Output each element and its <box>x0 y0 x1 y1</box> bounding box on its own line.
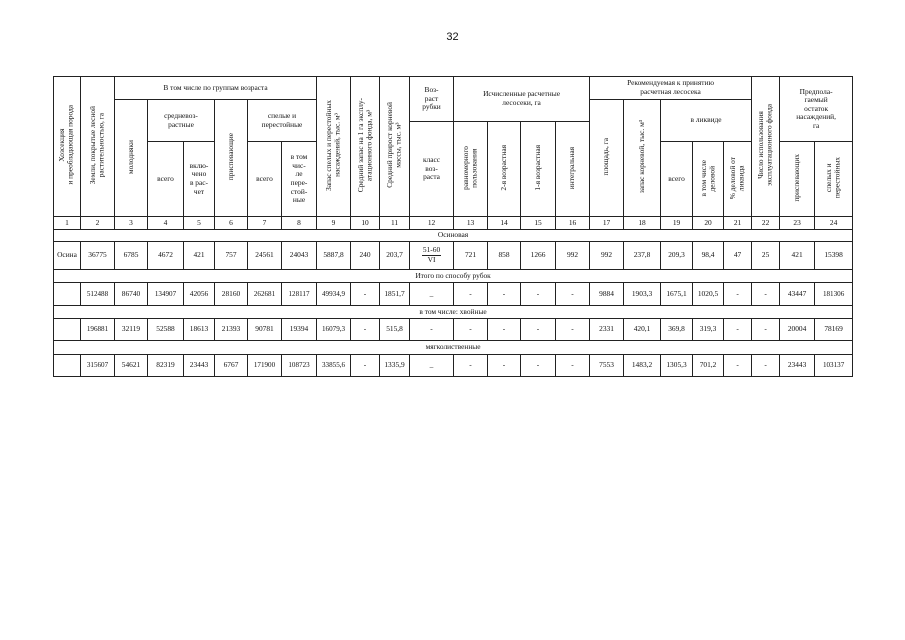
table-cell: 181306 <box>815 283 853 306</box>
table-cell: 5887,8 <box>317 242 351 270</box>
column-number: 16 <box>556 217 590 230</box>
col-header-16: интегральная <box>556 122 590 217</box>
table-cell: 15398 <box>815 242 853 270</box>
table-cell: 128117 <box>282 283 317 306</box>
table-cell: - <box>488 355 521 377</box>
table-cell: 315607 <box>81 355 115 377</box>
table-cell: 209,3 <box>661 242 693 270</box>
table-cell: 1335,9 <box>380 355 410 377</box>
col-header-15: 1-я возрастная <box>521 122 556 217</box>
age-group-header: В том числе по группам возраста <box>115 77 317 100</box>
table-cell: 52588 <box>148 319 184 341</box>
page-number: 32 <box>446 31 459 43</box>
table-cell: _ <box>410 355 454 377</box>
table-cell: - <box>454 283 488 306</box>
table-cell: 171900 <box>248 355 282 377</box>
column-number: 22 <box>752 217 780 230</box>
col-header-9: Запас спелых и перестойных насаждений, тыс. м³ <box>317 77 351 217</box>
table-cell: - <box>752 355 780 377</box>
table-cell: 19394 <box>282 319 317 341</box>
col-header-10: Средний запас на 1 га эксплу- атационного фонда, м³ <box>351 77 380 217</box>
col-header-11: Средний прирост корневой массы, тыс. м³ <box>380 77 410 217</box>
table-cell: 86740 <box>115 283 148 306</box>
table-cell: 421 <box>780 242 815 270</box>
forest-harvest-table <box>53 76 853 377</box>
table-cell: 1305,3 <box>661 355 693 377</box>
col-header-14: 2-я возрастная <box>488 122 521 217</box>
table-cell: 9884 <box>590 283 624 306</box>
table-cell: 42056 <box>184 283 215 306</box>
table-cell: 24561 <box>248 242 282 270</box>
col-header-23: приспевающих <box>780 142 815 217</box>
column-number: 24 <box>815 217 853 230</box>
table-cell: 20004 <box>780 319 815 341</box>
table-cell: 134907 <box>148 283 184 306</box>
column-number: 6 <box>215 217 248 230</box>
data-row <box>54 242 853 270</box>
table-cell: 4672 <box>148 242 184 270</box>
column-number: 1 <box>54 217 81 230</box>
rec-group-header: Рекомендуемая к принятию расчетная лесосека <box>590 77 752 100</box>
table-cell: 6767 <box>215 355 248 377</box>
liquid-group-header: в ликвиде <box>661 100 752 142</box>
table-cell: _ <box>410 283 454 306</box>
fraction-bottom: VI <box>427 255 436 264</box>
table-cell: 98,4 <box>693 242 724 270</box>
section-label: мягколиственные <box>54 341 853 355</box>
table-cell: 421 <box>184 242 215 270</box>
table-cell: - <box>521 355 556 377</box>
column-number: 12 <box>410 217 454 230</box>
fraction <box>422 246 441 264</box>
col-header-2: Земли, покрытые лесной растительностью, га <box>81 77 115 217</box>
table-cell: - <box>724 355 752 377</box>
table-cell: 1851,7 <box>380 283 410 306</box>
col-header-5: вклю- чено в рас- чет <box>184 142 215 217</box>
table-cell: 24043 <box>282 242 317 270</box>
table-cell: 49934,9 <box>317 283 351 306</box>
table-cell: 23443 <box>780 355 815 377</box>
section-label: в том числе: хвойные <box>54 306 853 319</box>
table-cell: 512488 <box>81 283 115 306</box>
column-number: 7 <box>248 217 282 230</box>
col-header-4: всего <box>148 142 184 217</box>
table-cell: 90781 <box>248 319 282 341</box>
table-cell: - <box>752 319 780 341</box>
table-cell: 1483,2 <box>624 355 661 377</box>
remainder-group-header: Предпола- гаемый остаток насаждений, га <box>780 77 853 142</box>
table-cell: 82319 <box>148 355 184 377</box>
table-cell <box>54 283 81 306</box>
table-cell: 108723 <box>282 355 317 377</box>
data-row <box>54 283 853 306</box>
calc-group-header: Исчисленные расчетные лесосеки, га <box>454 77 590 122</box>
table-cell: 2331 <box>590 319 624 341</box>
table-cell <box>54 319 81 341</box>
table-cell: 16079,3 <box>317 319 351 341</box>
table-cell: 721 <box>454 242 488 270</box>
col-header-1: Хозсекция и преобладающая порода <box>54 77 81 217</box>
column-number: 17 <box>590 217 624 230</box>
table-cell: 992 <box>556 242 590 270</box>
table-cell: - <box>410 319 454 341</box>
table-cell: 1903,3 <box>624 283 661 306</box>
section-label-row <box>54 306 853 319</box>
column-number: 8 <box>282 217 317 230</box>
column-number: 18 <box>624 217 661 230</box>
table-cell: 54621 <box>115 355 148 377</box>
ripe-group-header: спелые и перестойные <box>248 100 317 142</box>
column-number: 3 <box>115 217 148 230</box>
table-cell: - <box>351 355 380 377</box>
data-row <box>54 355 853 377</box>
cutting-age-fraction <box>410 242 454 270</box>
col-header-20: в том числе деловой <box>693 142 724 217</box>
table-cell <box>54 355 81 377</box>
table-cell: 757 <box>215 242 248 270</box>
table-cell: 43447 <box>780 283 815 306</box>
table-cell: 103137 <box>815 355 853 377</box>
column-number: 4 <box>148 217 184 230</box>
col-header-7: всего <box>248 142 282 217</box>
table-cell: 47 <box>724 242 752 270</box>
table-cell: 369,8 <box>661 319 693 341</box>
fraction-top: 51-60 <box>422 245 441 255</box>
column-number: 2 <box>81 217 115 230</box>
table-cell: - <box>454 355 488 377</box>
table-cell: 196881 <box>81 319 115 341</box>
col-header-24: спелых и перестойных <box>815 142 853 217</box>
table-cell: - <box>556 355 590 377</box>
section-label: Итого по способу рубок <box>54 270 853 283</box>
section-label-row <box>54 341 853 355</box>
col-header-18: запас корневой, тыс. м³ <box>624 100 661 217</box>
table-cell: 25 <box>752 242 780 270</box>
table-cell: - <box>488 283 521 306</box>
table-cell: 319,3 <box>693 319 724 341</box>
table-cell: 1675,1 <box>661 283 693 306</box>
table-cell: 515,8 <box>380 319 410 341</box>
table-cell: - <box>752 283 780 306</box>
column-number: 21 <box>724 217 752 230</box>
col-header-17: площадь, га <box>590 100 624 217</box>
mid-age-group-header: средневоз- растные <box>148 100 215 142</box>
data-row <box>54 319 853 341</box>
header-row-1 <box>54 77 853 100</box>
table-cell: 858 <box>488 242 521 270</box>
col-header-3: молодняки <box>115 100 148 217</box>
column-number: 19 <box>661 217 693 230</box>
column-number: 9 <box>317 217 351 230</box>
column-number: 10 <box>351 217 380 230</box>
table-cell: Осина <box>54 242 81 270</box>
table-cell: 6785 <box>115 242 148 270</box>
table-cell: - <box>454 319 488 341</box>
column-number: 23 <box>780 217 815 230</box>
table-cell: - <box>724 319 752 341</box>
section-label-row <box>54 270 853 283</box>
table-cell: 262681 <box>248 283 282 306</box>
section-label-row <box>54 230 853 242</box>
table-cell: - <box>351 283 380 306</box>
table-cell: 237,8 <box>624 242 661 270</box>
table-cell: 36775 <box>81 242 115 270</box>
table-cell: - <box>556 283 590 306</box>
column-number: 11 <box>380 217 410 230</box>
table-cell: 23443 <box>184 355 215 377</box>
table-cell: 18613 <box>184 319 215 341</box>
col-header-6: приспевающие <box>215 100 248 217</box>
table-cell: 28160 <box>215 283 248 306</box>
table-cell: 21393 <box>215 319 248 341</box>
table-cell: 992 <box>590 242 624 270</box>
column-numbers-row <box>54 217 853 230</box>
table-cell: 78169 <box>815 319 853 341</box>
col-header-8: в том чис- ле пере- стой- ные <box>282 142 317 217</box>
table-cell: 701,2 <box>693 355 724 377</box>
col-header-21: % деловой от ликвида <box>724 142 752 217</box>
table-cell: - <box>488 319 521 341</box>
table-cell: - <box>521 283 556 306</box>
table-cell: 33855,6 <box>317 355 351 377</box>
col-header-22: Число использования эксплуатационного фонда <box>752 77 780 217</box>
table-cell: 1020,5 <box>693 283 724 306</box>
col-header-12-bottom: класс воз- раста <box>410 122 454 217</box>
table-cell: - <box>724 283 752 306</box>
column-number: 20 <box>693 217 724 230</box>
table-cell: 240 <box>351 242 380 270</box>
col-header-19: всего <box>661 142 693 217</box>
col-header-13: равномерного пользования <box>454 122 488 217</box>
table-cell: - <box>521 319 556 341</box>
table-cell: 32119 <box>115 319 148 341</box>
table-cell: 7553 <box>590 355 624 377</box>
column-number: 15 <box>521 217 556 230</box>
table-cell: - <box>351 319 380 341</box>
table-cell: 420,1 <box>624 319 661 341</box>
column-number: 5 <box>184 217 215 230</box>
table-cell: 1266 <box>521 242 556 270</box>
col-header-12-top: Воз- раст рубки <box>410 77 454 122</box>
column-number: 14 <box>488 217 521 230</box>
section-label: Осиновая <box>54 230 853 242</box>
table-cell: 203,7 <box>380 242 410 270</box>
table-cell: - <box>556 319 590 341</box>
column-number: 13 <box>454 217 488 230</box>
